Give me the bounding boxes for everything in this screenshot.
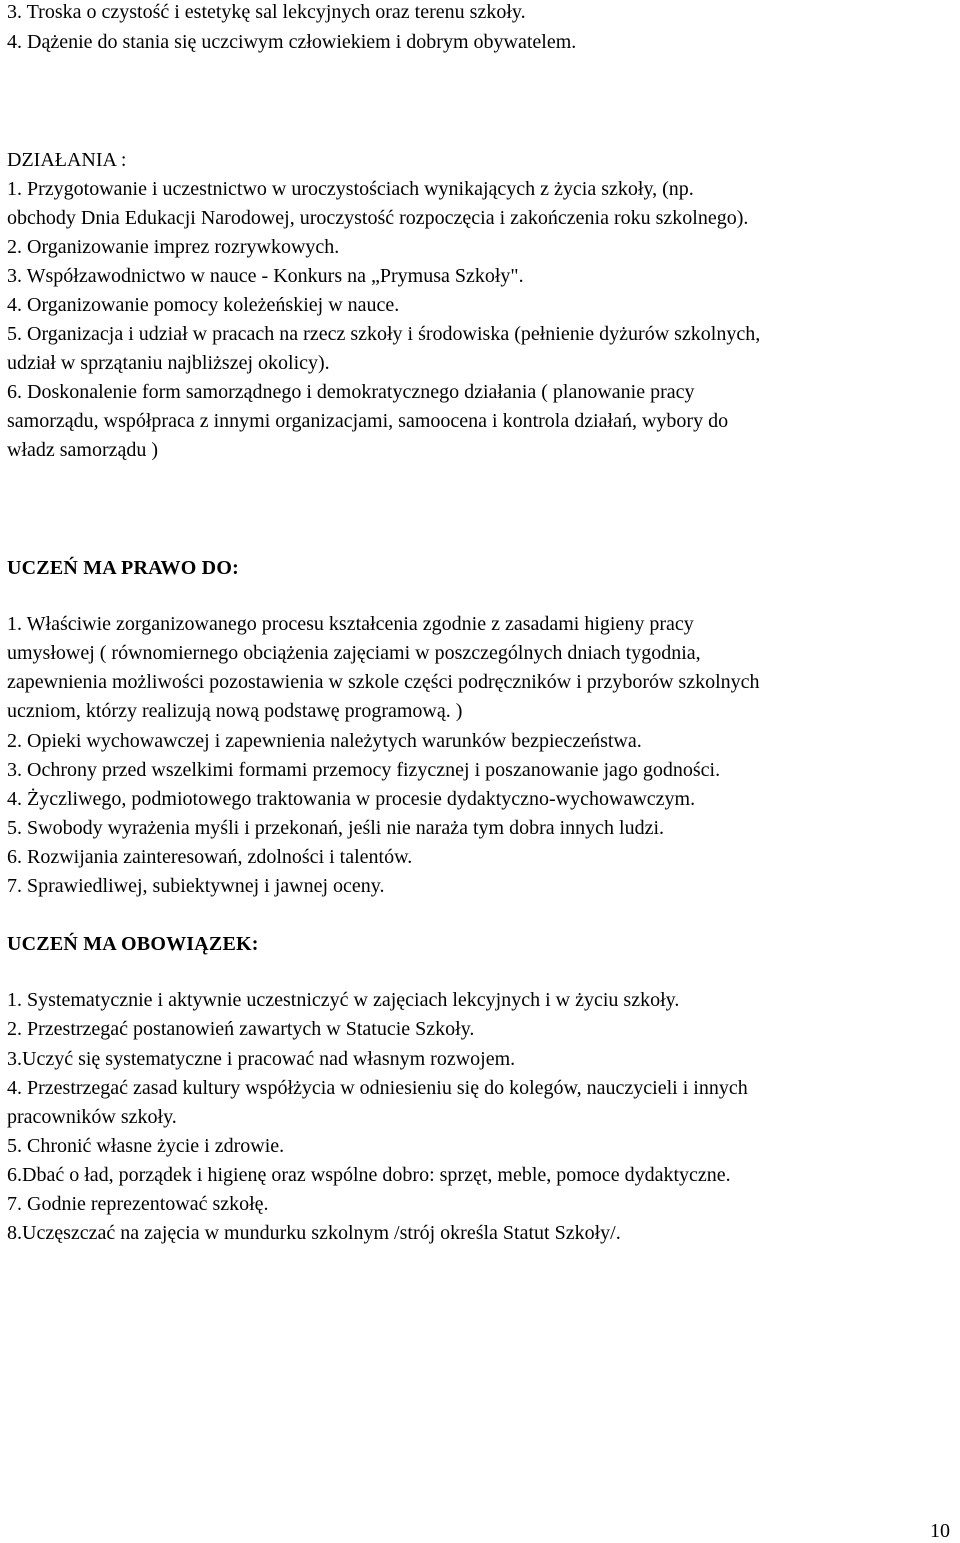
dzialania-line: udział w sprzątaniu najbliższej okolicy). — [7, 352, 330, 374]
prawa-line: 1. Właściwie zorganizowanego procesu kształcenia zgodnie z zasadami higieny pracy — [7, 613, 694, 635]
obowiazki-line: 1. Systematycznie i aktywnie uczestniczyć w zajęciach lekcyjnych i w życiu szkoły. — [7, 989, 680, 1011]
prawa-line: 6. Rozwijania zainteresowań, zdolności i talentów. — [7, 846, 413, 868]
dzialania-line: władz samorządu ) — [7, 439, 159, 461]
dzialania-line: obchody Dnia Edukacji Narodowej, uroczystość rozpoczęcia i zakończenia roku szkolnego). — [7, 207, 749, 229]
dzialania-line: 4. Organizowanie pomocy koleżeńskiej w nauce. — [7, 294, 400, 316]
intro-item: 4. Dążenie do stania się uczciwym człowiekiem i dobrym obywatelem. — [7, 31, 577, 53]
obowiazki-line: 8.Uczęszczać na zajęcia w mundurku szkolnym /strój określa Statut Szkoły/. — [7, 1222, 621, 1244]
dzialania-line: 5. Organizacja i udział w pracach na rzecz szkoły i środowiska (pełnienie dyżurów szkolnych, — [7, 323, 761, 345]
dzialania-line: 3. Współzawodnictwo w nauce - Konkurs na „Prymusa Szkoły". — [7, 265, 524, 287]
dzialania-line: samorządu, współpraca z innymi organizacjami, samoocena i kontrola działań, wybory do — [7, 410, 729, 432]
dzialania-line: 6. Doskonalenie form samorządnego i demokratycznego działania ( planowanie pracy — [7, 381, 695, 403]
obowiazki-line: 6.Dbać o ład, porządek i higienę oraz wspólne dobro: sprzęt, meble, pomoce dydaktyczne. — [7, 1164, 731, 1186]
obowiazki-line: 5. Chronić własne życie i zdrowie. — [7, 1135, 285, 1157]
obowiazki-line: 2. Przestrzegać postanowień zawartych w Statucie Szkoły. — [7, 1018, 475, 1040]
obowiazki-line: 3.Uczyć się systematyczne i pracować nad własnym rozwojem. — [7, 1048, 516, 1070]
section-heading-obowiazki: UCZEŃ MA OBOWIĄZEK: — [7, 933, 259, 955]
prawa-line: zapewnienia możliwości pozostawienia w szkole części podręczników i przyborów szkolnych — [7, 671, 760, 693]
prawa-line: 7. Sprawiedliwej, subiektywnej i jawnej oceny. — [7, 875, 385, 897]
obowiazki-line: pracowników szkoły. — [7, 1106, 177, 1128]
obowiazki-line: 4. Przestrzegać zasad kultury współżycia w odniesieniu się do kolegów, nauczycieli i innych — [7, 1077, 748, 1099]
prawa-line: 4. Życzliwego, podmiotowego traktowania w procesie dydaktyczno-wychowawczym. — [7, 788, 696, 810]
prawa-line: uczniom, którzy realizują nową podstawę programową. ) — [7, 700, 463, 722]
prawa-line: umysłowej ( równomiernego obciążenia zajęciami w poszczególnych dniach tygodnia, — [7, 642, 701, 664]
prawa-line: 5. Swobody wyrażenia myśli i przekonań, jeśli nie naraża tym dobra innych ludzi. — [7, 817, 665, 839]
page-number: 10 — [930, 1520, 950, 1542]
prawa-line: 3. Ochrony przed wszelkimi formami przemocy fizycznej i poszanowanie jago godności. — [7, 759, 721, 781]
prawa-line: 2. Opieki wychowawczej i zapewnienia należytych warunków bezpieczeństwa. — [7, 730, 642, 752]
section-heading-dzialania: DZIAŁANIA : — [7, 149, 127, 171]
intro-item: 3. Troska o czystość i estetykę sal lekcyjnych oraz terenu szkoły. — [7, 1, 526, 23]
obowiazki-line: 7. Godnie reprezentować szkołę. — [7, 1193, 269, 1215]
dzialania-line: 2. Organizowanie imprez rozrywkowych. — [7, 236, 340, 258]
dzialania-line: 1. Przygotowanie i uczestnictwo w uroczystościach wynikających z życia szkoły, (np. — [7, 178, 694, 200]
section-heading-prawa: UCZEŃ MA PRAWO DO: — [7, 557, 239, 579]
